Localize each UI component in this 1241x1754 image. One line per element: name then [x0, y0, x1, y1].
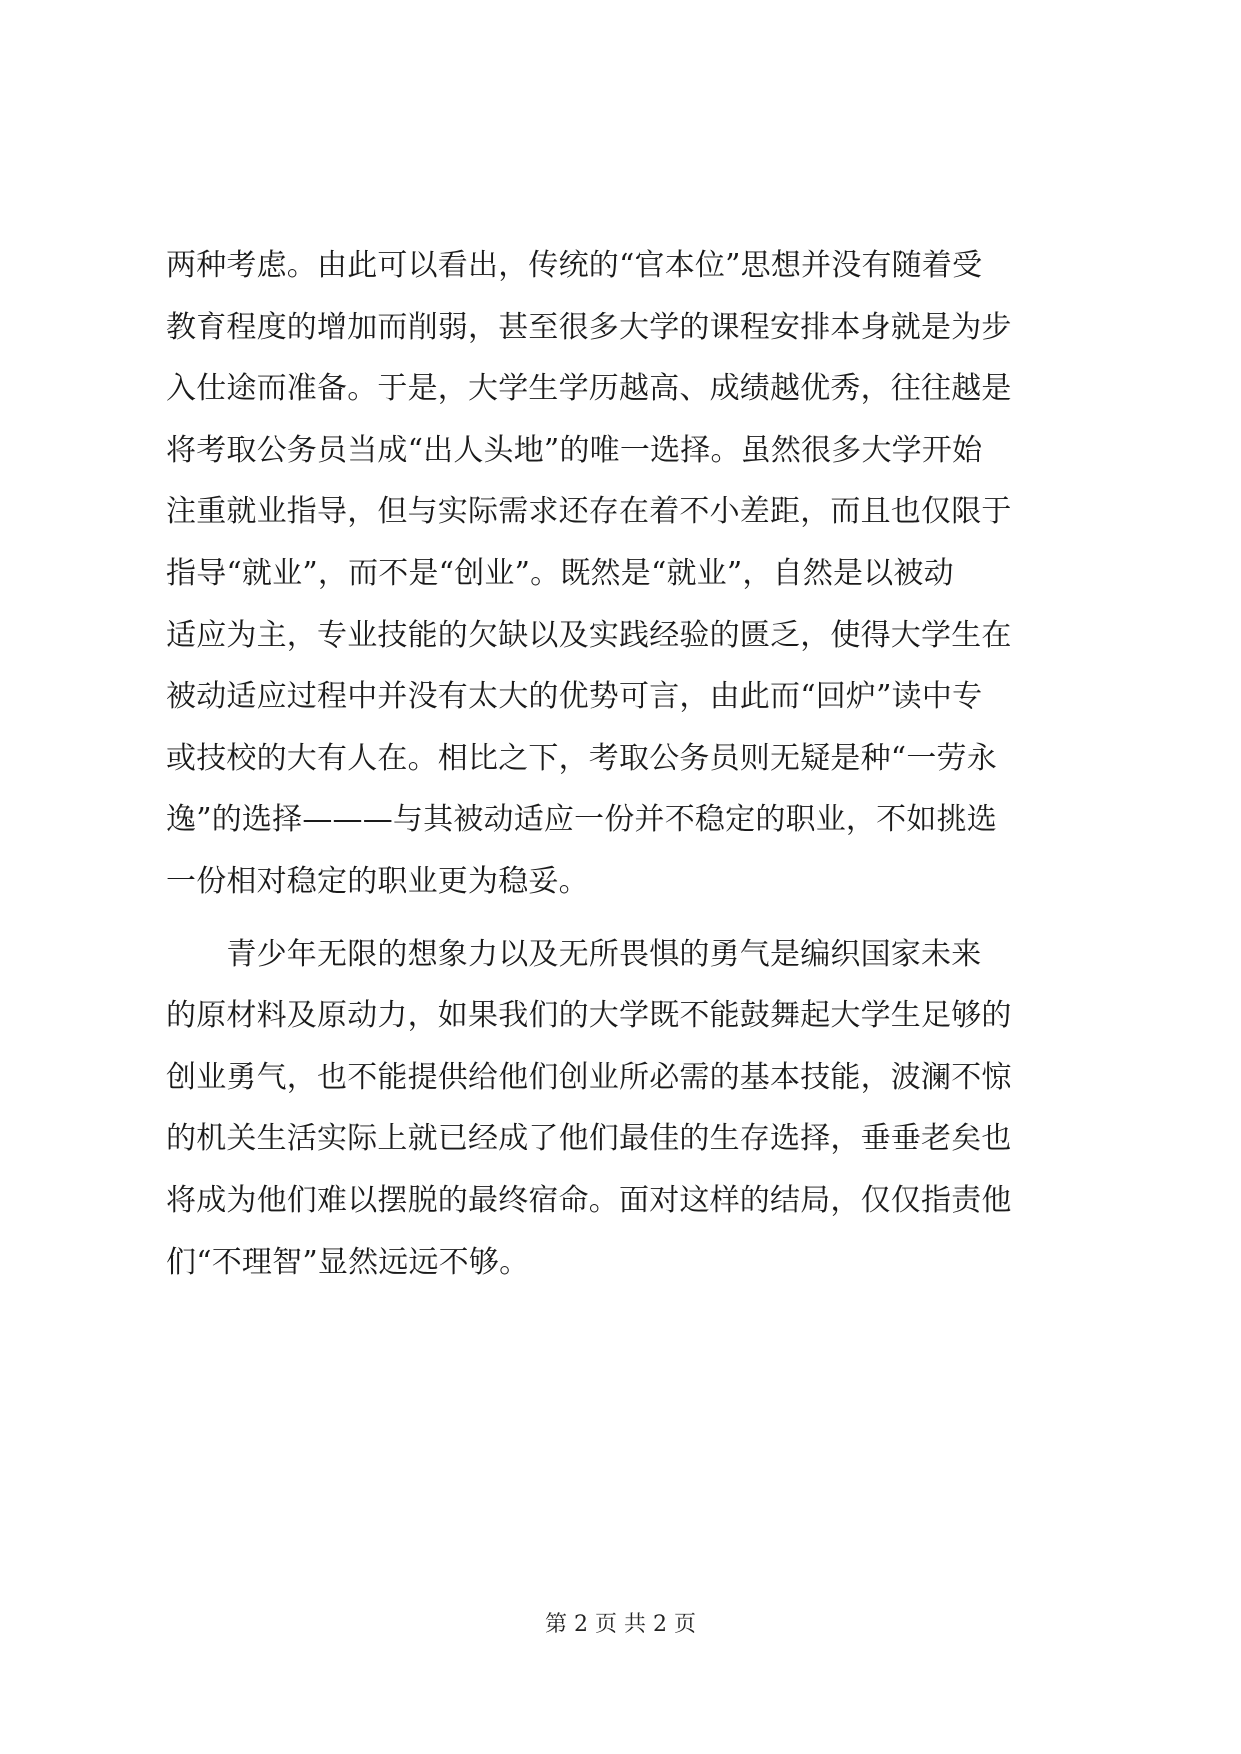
text-line: 逸”的选择———与其被动适应一份并不稳定的职业，不如挑选: [166, 802, 997, 838]
text-line: 两种考虑。由此可以看出，传统的“官本位”思想并没有随着受: [166, 248, 983, 283]
text-line: 注重就业指导，但与实际需求还存在着不小差距，而且也仅限于: [166, 494, 1012, 530]
text-line: 或技校的大有人在。相比之下，考取公务员则无疑是种“一劳永: [166, 740, 997, 776]
paragraph-2: [166, 924, 1076, 1294]
text-line: 青少年无限的想象力以及无所畏惧的勇气是编织国家未来: [166, 936, 982, 972]
page-number-footer: 第 2 页 共 2 页: [545, 1612, 696, 1637]
text-line: 指导“就业”，而不是“创业”。既然是“就业”，自然是以被动: [166, 555, 954, 591]
document-body: [166, 235, 1076, 1293]
text-line: 被动适应过程中并没有太大的优势可言，由此而“回炉”读中专: [166, 679, 983, 715]
text-line: 的机关生活实际上就已经成了他们最佳的生存选择，垂垂老矣也: [166, 1121, 1012, 1157]
text-line: 入仕途而准备。于是，大学生学历越高、成绩越优秀，往往越是: [166, 371, 1012, 407]
paragraph-spacer: [166, 913, 1076, 924]
text-line: 的原材料及原动力，如果我们的大学既不能鼓舞起大学生足够的: [166, 998, 1012, 1034]
text-line: 将考取公务员当成“出人头地”的唯一选择。虽然很多大学开始: [166, 432, 983, 468]
text-line: 教育程度的增加而削弱，甚至很多大学的课程安排本身就是为步: [166, 309, 1012, 345]
paragraph-1: [166, 235, 1076, 913]
text-line: 适应为主，专业技能的欠缺以及实践经验的匮乏，使得大学生在: [166, 617, 1012, 653]
text-line: 一份相对稳定的职业更为稳妥。: [166, 863, 589, 899]
text-line: 们“不理智”显然远远不够。: [166, 1244, 530, 1280]
text-line: 创业勇气，也不能提供给他们创业所必需的基本技能，波澜不惊: [166, 1059, 1012, 1095]
text-line: 将成为他们难以摆脱的最终宿命。面对这样的结局，仅仅指责他: [166, 1182, 1012, 1218]
